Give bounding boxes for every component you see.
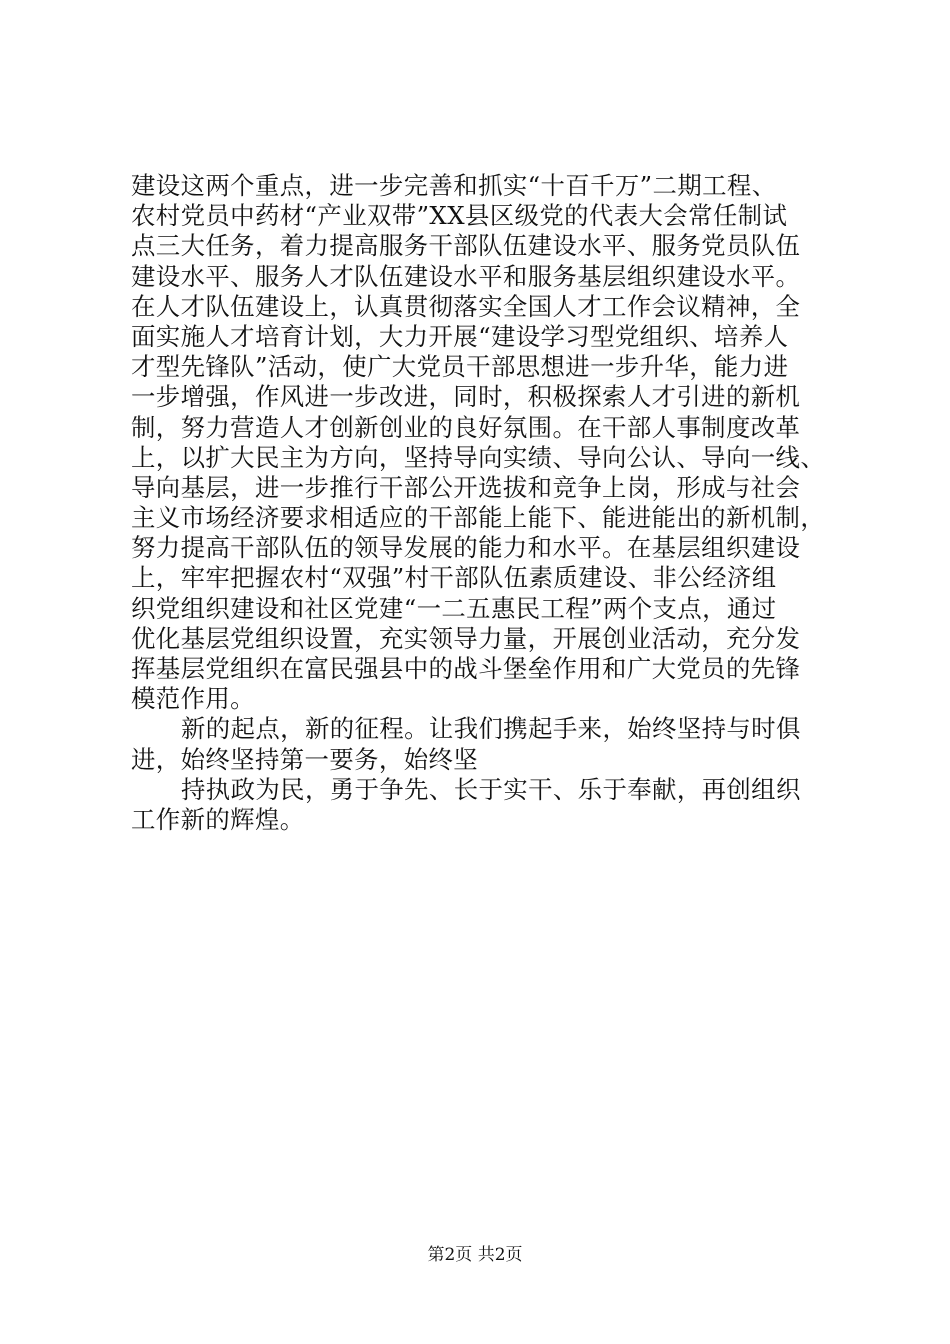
text-line: 上，牢牢把握农村“双强”村干部队伍素质建设、非公经济组 bbox=[131, 563, 777, 593]
text-line: 面实施人才培育计划，大力开展“建设学习型党组织、培养人 bbox=[131, 321, 789, 351]
text-line: 努力提高干部队伍的领导发展的能力和水平。在基层组织建设 bbox=[131, 533, 801, 563]
text-line: 优化基层党组织设置，充实领导力量，开展创业活动，充分发 bbox=[131, 623, 801, 653]
text-line: 进，始终坚持第一要务，始终坚 bbox=[131, 744, 479, 774]
text-line: 建设这两个重点，进一步完善和抓实“十百千万”二期工程、 bbox=[131, 171, 777, 200]
text-line: 上，以扩大民主为方向，坚持导向实绩、导向公认、导向一线、 bbox=[131, 442, 826, 472]
text-line: 制，努力营造人才创新创业的良好氛围。在干部人事制度改革 bbox=[131, 412, 801, 442]
text-line: 点三大任务，着力提高服务干部队伍建设水平、服务党员队伍 bbox=[131, 231, 801, 261]
page-footer: 第2页 共2页 bbox=[427, 1245, 523, 1265]
text-line: 持执政为民，勇于争先、长于实干、乐于奉献，再创组织 bbox=[181, 774, 801, 804]
text-line: 主义市场经济要求相适应的干部能上能下、能进能出的新机制， bbox=[131, 503, 826, 533]
text-line: 建设水平、服务人才队伍建设水平和服务基层组织建设水平。 bbox=[131, 261, 801, 291]
text-line: 工作新的辉煌。 bbox=[131, 804, 305, 834]
text-line: 导向基层，进一步推行干部公开选拔和竞争上岗，形成与社会 bbox=[131, 472, 801, 502]
text-line: 农村党员中药材“产业双带”XX县区级党的代表大会常任制试 bbox=[131, 201, 788, 231]
text-line: 织党组织建设和社区党建“一二五惠民工程”两个支点，通过 bbox=[131, 593, 777, 623]
document-body bbox=[131, 171, 831, 835]
text-line: 挥基层党组织在富民强县中的战斗堡垒作用和广大党员的先锋 bbox=[131, 654, 801, 683]
text-line: 一步增强，作风进一步改进，同时，积极探索人才引进的新机 bbox=[131, 382, 801, 412]
text-line: 才型先锋队”活动，使广大党员干部思想进一步升华，能力进 bbox=[131, 352, 789, 382]
text-line: 模范作用。 bbox=[131, 684, 255, 714]
text-line: 新的起点，新的征程。让我们携起手来，始终坚持与时俱 bbox=[181, 714, 801, 744]
text-line: 在人才队伍建设上，认真贯彻落实全国人才工作会议精神，全 bbox=[131, 291, 801, 321]
